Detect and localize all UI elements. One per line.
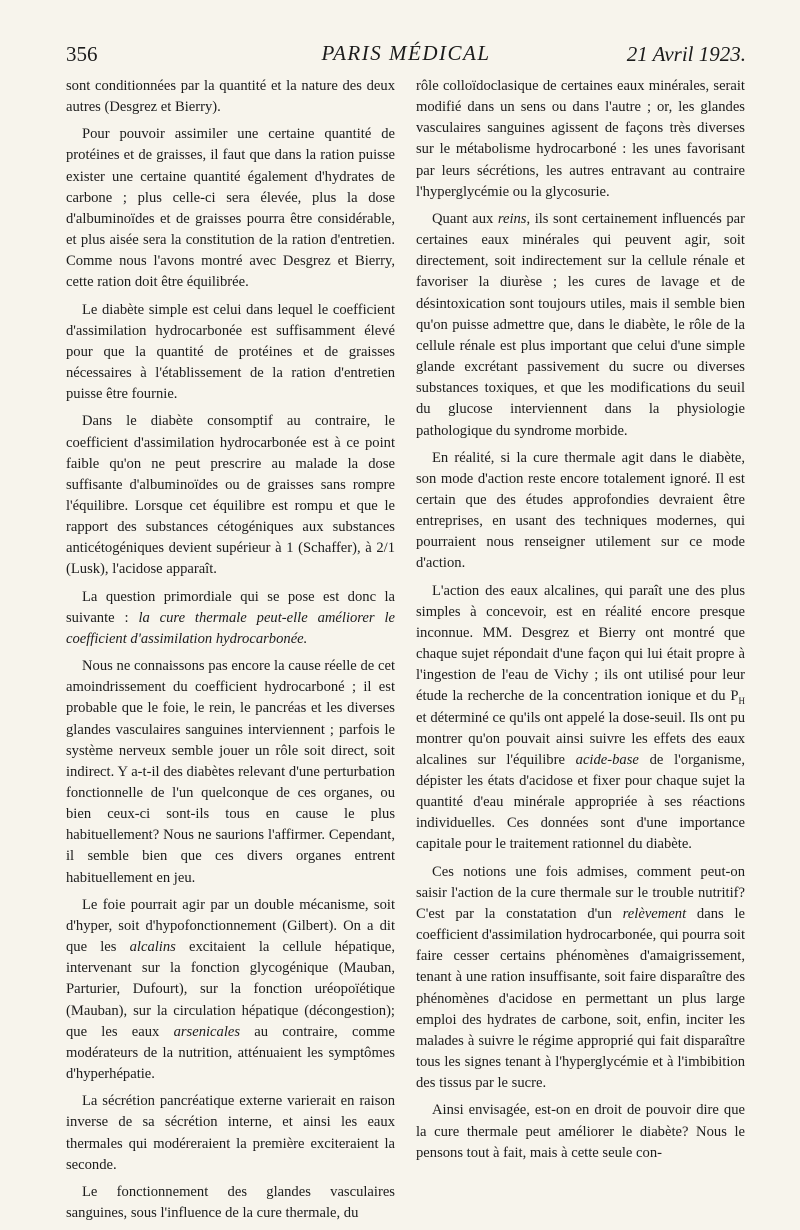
paragraph: rôle colloïdoclasique de certaines eaux minérales, serait modifié dans un sens ou dans l'autre ; or, les glandes vasculaires sanguines agissent de façons très diverses sur le métabolisme hydrocarboné : les unes favorisant par leurs sécrétions, les autres entravant au contraire l'hyperglycémie ou la glycosurie. <box>416 78 745 200</box>
paragraph: En réalité, si la cure thermale agit dans le diabète, son mode d'action reste encore totalement ignoré. Il est certain que des études approfondies devraient être entreprises, en usant des techniques modernes, qui pourraient nous renseigner utilement sur ce mode d'action. <box>416 449 745 572</box>
emphasis-text: alcalins <box>129 939 176 956</box>
paragraph: Pour pouvoir assimiler une certaine quantité de protéines et de graisses, il faut que dans la ration puisse exister une certaine quantité également d'hydrates de carbone ; plus celle-ci sera élevée, plus la dose d'albuminoïdes et de graisses pourra être considérable, et plus aisée sera la constitution de la ration d'entretien. Comme nous l'avons montré avec Desgrez et Bierry, cette ration doit être équilibrée. <box>66 126 395 291</box>
emphasis-text: reins <box>497 210 527 227</box>
page-header <box>66 38 746 68</box>
text-run: La question primordiale qui se pose est donc la suivante : <box>66 588 395 626</box>
emphasis-text: la cure thermale peut-elle améliorer le coefficient d'assimilation hydrocarbonée. <box>66 609 395 647</box>
text-run: et déterminé ce qu'ils ont appelé la dose-seuil. Ils ont pu montrer qu'on pouvait ainsi suivre les effets des eaux alcalines sur l'équilibre <box>416 709 745 768</box>
page-number: 356 <box>66 42 98 66</box>
text-run: Le foie pourrait agir par un double mécanisme, soit d'hyper, soit d'hypofonctionnement (Gilbert). On a dit que les <box>66 896 395 956</box>
paragraph <box>66 587 395 650</box>
emphasis-text: relèvement <box>622 905 687 922</box>
paragraph <box>416 209 745 442</box>
left-column <box>66 76 395 1230</box>
text-run: Ces notions une fois admises, comment peut-on saisir l'action de la cure thermale sur le trouble nutritif? C'est par la constatation d'un <box>416 863 745 922</box>
paragraph: Le fonctionnement des glandes vasculaires sanguines, sous l'influence de la cure thermale, du <box>66 1183 395 1221</box>
paragraph: Nous ne connaissons pas encore la cause réelle de cet amoindrissement du coefficient hydrocarboné ; il est probable que le foie, le rein, le pancréas et les diverses glandes vasculaires sanguines interviennent ; parfois le système nerveux semble jouer un rôle soit direct, soit indirect. Y a-t-il des diabètes relevant d'une perturbation fonctionnelle de l'un quelconque de ces organes, ou bien ceux-ci sont-ils tous en cause le plus habituellement? Nous ne saurions l'affirmer. Cependant, il semble bien que ces divers organes entrent habituellement en jeu. <box>66 658 395 886</box>
journal-title: PARIS MÉDICAL <box>321 41 491 65</box>
text-run: , ils sont certainement influencés par certaines eaux minérales qui peuvent agir, soit directement, soit indirectement sur la cellule rénale et favoriser la diurèse ; les cures de lavage et de désintoxication sont toujours utiles, mais il semble bien qu'on puisse admettre que, dans le diabète, le rôle de la cellule rénale est plus important que celui d'une simple glande excrétant passivement du sucre ou diverses substances toxiques, et que les modifications du seuil du glucose interviennent dans la physiologie pathologique du syndrome morbide. <box>416 210 745 439</box>
text-run: dans le coefficient d'assimilation hydrocarbonée, qui pourra soit faire cesser certains phénomènes d'amaigrissement, tenant à une ration insuffisante, soit faire disparaître des phénomènes d'acidose en permettant un plus large emploi des hydrates de carbone, soit, enfin, inciter les malades à suivre le régime approprié qui fait disparaître tous les signes tenant à l'hyperglycémie et à l'imbibition des tissus par le sucre. <box>416 905 746 1092</box>
paragraph <box>66 895 395 1085</box>
text-run: Quant aux <box>432 210 498 227</box>
text-run: excitaient la cellule hépatique, intervenant sur la fonction glycogénique (Mauban, Parturier, Dufourt), sur la fonction uréopoïétique (Mauban), sur la circulation hépatique (décongestion); que les eaux <box>66 939 395 1040</box>
paragraph: sont conditionnées par la quantité et la nature des deux autres (Desgrez et Bierry). <box>66 78 395 116</box>
issue-date: 21 Avril 1923. <box>626 42 746 66</box>
text-run: de l'organisme, dépister les états d'acidose et fixer pour chaque sujet la quantité d'eau minérale appropriée à ses réactions individuelles. Ces données sont d'une importance capitale pour le traitement rationnel du diabète. <box>416 751 745 853</box>
paragraph <box>416 862 745 1095</box>
text-run: au contraire, comme modérateurs de la nutrition, atténuaient les symptômes d'hyperhépatie. <box>66 1023 395 1083</box>
paragraph: Ainsi envisagée, est-on en droit de pouvoir dire que la cure thermale peut améliorer le diabète? Nous le pensons tout à fait, mais à cette seule con- <box>416 1102 745 1161</box>
emphasis-text: arsenicales <box>173 1023 241 1040</box>
right-column <box>416 76 745 1170</box>
subscript: H <box>738 696 745 707</box>
paragraph: La sécrétion pancréatique externe varierait en raison inverse de sa sécrétion interne, et ainsi les eaux thermales qui modéreraient la première exciteraient la seconde. <box>66 1093 395 1173</box>
text-run: L'action des eaux alcalines, qui paraît une des plus simples à concevoir, est en réalité encore presque inconnue. MM. Desgrez et Bierry ont montré que chaque sujet répondait d'une façon qui lui était propre à l'ingestion de l'eau de Vichy ; ils ont utilisé pour leur étude la recherche de la concentration ionique et du P <box>416 582 745 705</box>
paragraph: Le diabète simple est celui dans lequel le coefficient d'assimilation hydrocarbonée est suffisamment élevé pour que la quantité de protéines et de graisses nécessaires à l'établissement de la ration d'entretien puisse être fournie. <box>66 301 395 403</box>
emphasis-text: acide-base <box>575 751 639 768</box>
paragraph <box>416 581 745 856</box>
paragraph: Dans le diabète consomptif au contraire, le coefficient d'assimilation hydrocarbonée est à ce point faible qu'on ne peut prescrire au malade la dose suffisante d'albuminoïdes ou de graisses sans rompre l'équilibre. Lorsque cet équilibre est rompu et que le rapport des substances cétogéniques aux substances anticétogéniques devient supérieur à 1 (Schaffer), à 2/1 (Lusk), l'acidose apparaît. <box>66 413 395 578</box>
